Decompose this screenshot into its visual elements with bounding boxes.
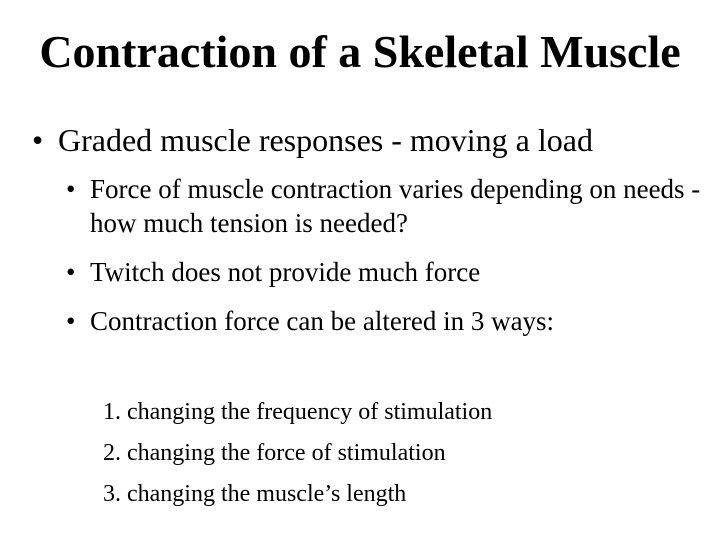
bullet-icon: • bbox=[32, 122, 44, 158]
slide-title: Contraction of a Skeletal Muscle bbox=[39, 26, 681, 77]
sub-bullet-text: Contraction force can be altered in 3 ways: bbox=[90, 306, 555, 336]
numbered-item: 3. changing the muscle’s length bbox=[103, 481, 407, 507]
main-bullet bbox=[32, 120, 593, 160]
sub-bullet bbox=[66, 255, 706, 289]
bullet-icon: • bbox=[66, 257, 76, 287]
sub-bullet-text: Twitch does not provide much force bbox=[90, 257, 481, 287]
sub-bullet bbox=[66, 172, 706, 240]
sub-bullet-list bbox=[66, 172, 706, 353]
bullet-icon: • bbox=[66, 174, 76, 204]
main-bullet-text: Graded muscle responses - moving a load bbox=[58, 122, 593, 158]
numbered-item: 2. changing the force of stimulation bbox=[103, 440, 446, 466]
sub-bullet-text: Force of muscle contraction varies depending on needs - how much tension is needed? bbox=[90, 174, 701, 238]
numbered-item: 1. changing the frequency of stimulation bbox=[103, 399, 493, 425]
sub-bullet bbox=[66, 304, 706, 338]
bullet-icon: • bbox=[66, 306, 76, 336]
numbered-list bbox=[103, 392, 492, 515]
